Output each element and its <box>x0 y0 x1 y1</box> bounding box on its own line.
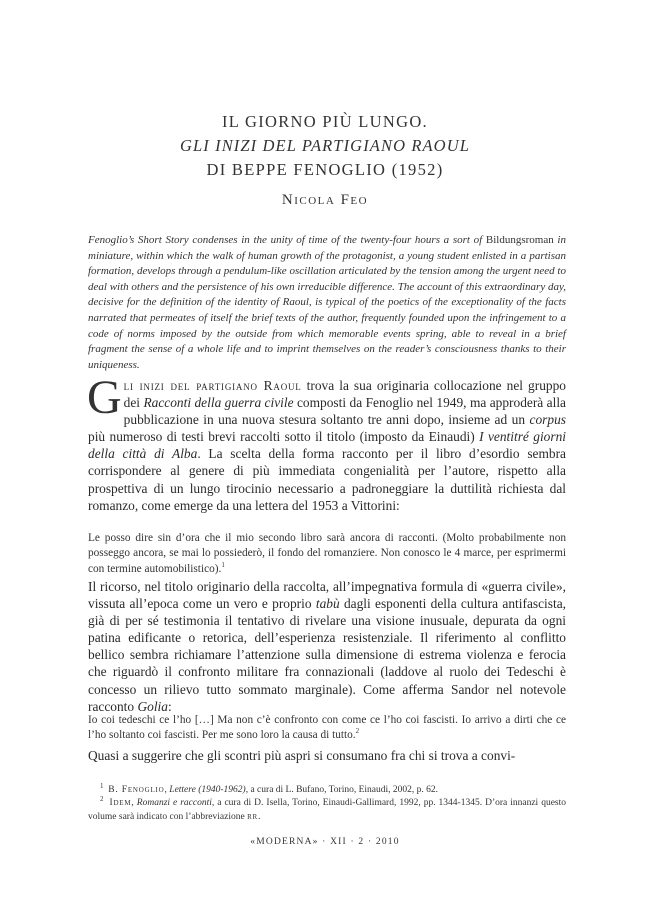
footnote-2 <box>88 797 566 824</box>
paragraph-3 <box>88 747 566 764</box>
block-quote-1-text: Le posso dire sin d’ora che il mio secondo libro sarà ancora di racconti. (Molto probabilmente non posseggo ancora, se mai lo possiederò, il fondo del romanziere. Non conosco le 4 marce, per esprimermi con termine automobilistico). <box>88 532 566 575</box>
paragraph-1-text: più numeroso di testi brevi raccolti sotto il titolo (imposto da Einaudi) <box>88 429 480 445</box>
footnote-number: 2 <box>100 795 104 804</box>
paragraph-1-text: trova la sua originaria collocazione nel gruppo dei <box>123 378 566 411</box>
drop-cap: G <box>87 371 122 424</box>
abstract-upright-term: Bildungsroman <box>485 234 554 246</box>
paragraph-1-italic: Racconti della guerra civile <box>143 395 294 411</box>
paragraph-2-text: Il ricorso, nel titolo originario della raccolta, all’impegnativa formula di «guerra civile», vissuta all’epoca come un vero e proprio <box>88 579 566 612</box>
paragraph-1-italic: I ventitré giorni della città di Alba <box>88 429 566 462</box>
paragraph-2-text: : <box>167 698 172 714</box>
footnote-text: . <box>258 811 261 822</box>
paragraph-1 <box>87 371 567 514</box>
paragraph-2-text: dagli esponenti della cultura antifascista, già di per sé testimonia il tentativo di rivelare una visione inusuale, depurata da ogni patina edificante o retorica, dell’esperienza resistenziale. Il riferimento al conflitto bellico sembra richiamare l’attenzione sulla dimensione di estrema violenza e ferocia che riguardò il confronto militare fra connazionali (laddove al ruolo dei Tedeschi è concesso un rilievo tutto sommato marginale). Come afferma Sandor nel notevole racconto <box>88 596 566 714</box>
footnote-number: 1 <box>100 781 104 790</box>
paragraph-2 <box>88 578 566 715</box>
paragraph-1-text: . La scelta della forma racconto per il libro d’esordio sembra corrispondere al genere di più immediata congenialità per l’autore, rispetto alla prospettiva di un lungo tirocinio necessario a padroneggiare la duttilità richiesta dal romanzo, come emerge da una lettera del 1953 a Vittorini: <box>88 446 566 513</box>
abstract <box>88 233 566 373</box>
article-title-line-2: GLI INIZI DEL PARTIGIANO RAOUL <box>180 136 470 155</box>
footnotes <box>88 781 566 824</box>
footnote-author: Idem <box>109 798 132 809</box>
article-author: Nicola Feo <box>281 192 369 208</box>
footnote-text: , a cura di D. Isella, Torino, Einaudi-Gallimard, 1992, pp. 1344-1345. D’ora innanzi questo volume sarà indicato con l’abbreviazione <box>88 798 566 822</box>
footnote-1 <box>88 781 566 797</box>
footnote-separator: , <box>164 785 170 795</box>
block-quote-2-text: Io coi tedeschi ce l’ho […] Ma non c’è confronto con come ce l’ho coi fascisti. Io arrivo a dirti che ce l’ho soltanto coi fascisti. Per me sono loro la causa di tutto. <box>88 714 566 742</box>
journal-footer: «MODERNA» · XII · 2 · 2010 <box>250 837 400 847</box>
paragraph-3-text: Quasi a suggerire che gli scontri più aspri si consumano fra chi si trova a convi- <box>88 748 516 763</box>
smallcaps-lead: li inizi del partigiano Raoul <box>123 378 302 393</box>
footnote-text: , a cura di L. Bufano, Torino, Einaudi, 2002, p. 62. <box>245 785 439 795</box>
article-title-line-3: DI BEPPE FENOGLIO (1952) <box>206 160 444 179</box>
paragraph-1-text: composti da Fenoglio nel 1949, ma approderà alla pubblicazione in una nuova stesura soltanto tre anni dopo, insieme ad un <box>123 395 567 428</box>
paragraph-1-italic: corpus <box>529 412 566 428</box>
footnote-separator: , <box>131 798 137 809</box>
footnote-title: Romanzi e racconti <box>136 798 212 809</box>
footnote-author: B. Fenoglio <box>108 785 165 795</box>
article-title-line-1: IL GIORNO PIÙ LUNGO. <box>222 112 428 131</box>
paragraph-2-italic: Golia <box>137 698 168 714</box>
footnote-abbreviation: rr <box>247 811 259 822</box>
footnote-ref-1: 1 <box>221 560 225 569</box>
footnote-title: Lettere (1940-1962) <box>169 785 246 795</box>
block-quote-2 <box>88 713 566 744</box>
abstract-text-start: Fenoglio’s Short Story condenses in the unity of time of the twenty-four hours a sort of <box>88 234 486 246</box>
block-quote-1 <box>88 531 566 577</box>
footnote-ref-2: 2 <box>355 727 360 736</box>
paragraph-2-italic: tabù <box>315 596 340 612</box>
abstract-text-end: in miniature, within which the walk of human growth of the protagonist, a young student enlisted in a partisan formation, develops through a pendulum-like oscillation articulated by the tension among the urgent need to deal with others and the persistence of his own irreducible difference. The account of this extraordinary day, decisive for the definition of the identity of Raoul, is typical of the poetics of the exceptionality of the facts narrated that permeates of itself the brief texts of the author, frequently founded upon the infringement to a code of norms imposed by the outside from which memorable events spring, able to reveal in a brief fragment the sense of a whole life and to imprint themselves on the reader’s consciousness thanks to their uniqueness. <box>88 234 566 371</box>
